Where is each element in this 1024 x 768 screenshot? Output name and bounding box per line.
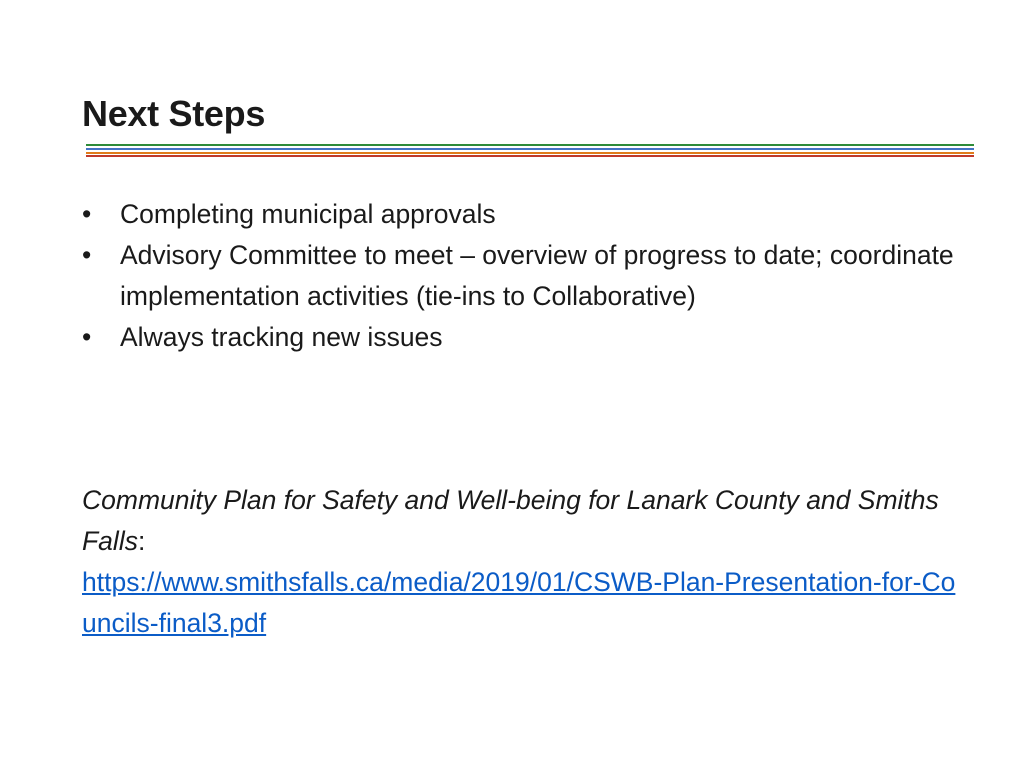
reference-separator: :	[137, 526, 146, 556]
bullet-dot-icon: •	[82, 199, 92, 229]
rule-line-orange	[86, 152, 974, 154]
slide-title: Next Steps	[82, 93, 266, 134]
reference-link[interactable]: https://www.smithsfalls.ca/media/2019/01/CSWB-Plan-Presentation-for-Councils-final3.pdf	[82, 567, 956, 638]
bullet-item	[82, 194, 982, 235]
rule-line-red	[86, 155, 974, 157]
bullet-text: Always tracking new issues	[120, 322, 443, 352]
bullet-item	[82, 235, 982, 317]
reference-block	[82, 480, 962, 644]
reference-title: Community Plan for Safety and Well-being for Lanark County and Smiths Falls	[82, 485, 939, 556]
rule-line-blue	[86, 148, 974, 150]
bullet-text: Completing municipal approvals	[120, 199, 496, 229]
rule-line-green	[86, 144, 974, 146]
bullet-list	[82, 194, 982, 358]
bullet-dot-icon: •	[82, 322, 92, 352]
bullet-text: Advisory Committee to meet – overview of progress to date; coordinate implementation activities (tie-ins to Collaborative)	[120, 240, 954, 311]
title-underline-rule	[86, 144, 974, 157]
bullet-item	[82, 317, 982, 358]
bullet-dot-icon: •	[82, 240, 92, 270]
